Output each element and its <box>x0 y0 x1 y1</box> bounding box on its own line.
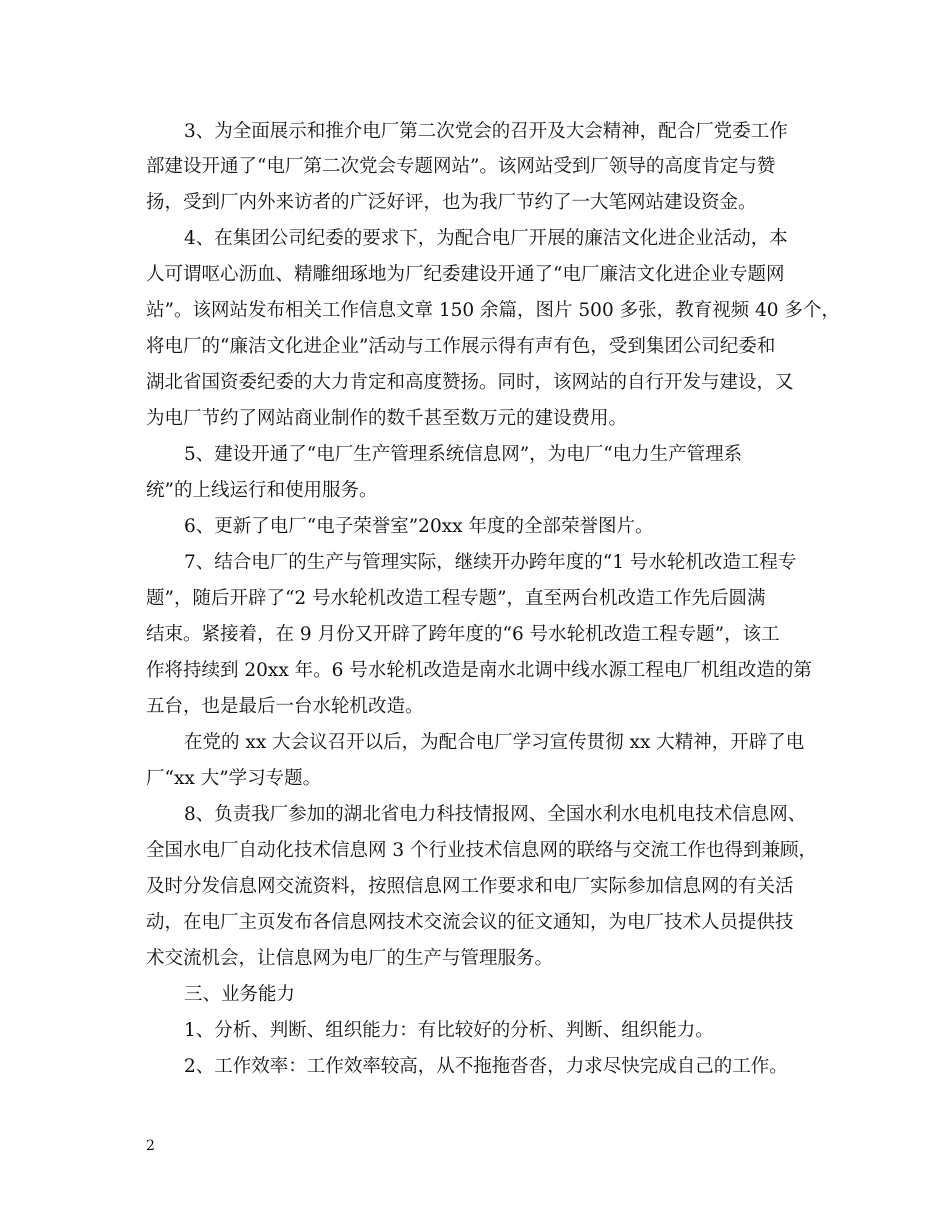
page-number: 2 <box>146 1138 155 1154</box>
text-line: 在党的 xx 大会议召开以后，为配合电厂学习宣传贯彻 xx 大精神，开辟了电 <box>184 732 805 753</box>
text-line: 湖北省国资委纪委的大力肯定和高度赞扬。同时，该网站的自行开发与建设，又 <box>146 372 794 393</box>
text-line: 1、分析、判断、组织能力：有比较好的分析、判断、组织能力。 <box>184 1020 714 1041</box>
text-line: 7、结合电厂的生产与管理实际，继续开办跨年度的“1 号水轮机改造工程专 <box>184 552 797 573</box>
text-line: 4、在集团公司纪委的要求下，为配合电厂开展的廉洁文化进企业活动，本 <box>184 228 788 249</box>
text-line: 3、为全面展示和推介电厂第二次党会的召开及大会精神，配合厂党委工作 <box>184 121 788 142</box>
text-line: 8、负责我厂参加的湖北省电力科技情报网、全国水利水电机电技术信息网、 <box>184 804 807 825</box>
text-line: 及时分发信息网交流资料，按照信息网工作要求和电厂实际参加信息网的有关活 <box>146 876 794 897</box>
text-line: 五台，也是最后一台水轮机改造。 <box>146 696 424 717</box>
text-line: 为电厂节约了网站商业制作的数千甚至数万元的建设费用。 <box>146 408 628 429</box>
text-line: 统”的上线运行和使用服务。 <box>146 480 378 501</box>
text-line: 部建设开通了“电厂第二次党会专题网站”。该网站受到厂领导的高度肯定与赞 <box>146 156 776 177</box>
text-line: 人可谓呕心沥血、精雕细琢地为厂纪委建设开通了“电厂廉洁文化进企业专题网 <box>146 264 785 285</box>
text-line: 站”。该网站发布相关工作信息文章 150 余篇，图片 500 多张，教育视频 40 多个， <box>146 300 840 321</box>
text-line: 6、更新了电厂“电子荣誉室”20xx 年度的全部荣誉图片。 <box>184 516 654 537</box>
text-line: 将电厂的“廉洁文化进企业”活动与工作展示得有声有色，受到集团公司纪委和 <box>146 336 776 357</box>
section-heading: 三、业务能力 <box>184 984 296 1005</box>
text-line: 题”，随后开辟了“2 号水轮机改造工程专题”，直至两台机改造工作先后圆满 <box>146 588 766 609</box>
text-line: 2、工作效率：工作效率较高，从不拖拖沓沓，力求尽快完成自己的工作。 <box>184 1056 788 1077</box>
text-line: 动，在电厂主页发布各信息网技术交流会议的征文通知，为电厂技术人员提供技 <box>146 912 794 933</box>
text-line: 5、建设开通了“电厂生产管理系统信息网”，为电厂“电力生产管理系 <box>184 444 743 465</box>
text-line: 术交流机会，让信息网为电厂的生产与管理服务。 <box>146 948 554 969</box>
text-line: 结束。紧接着，在 9 月份又开辟了跨年度的“6 号水轮机改造工程专题”，该工 <box>146 624 780 645</box>
text-line: 作将持续到 20xx 年。6 号水轮机改造是南水北调中线水源工程电厂机组改造的第 <box>146 660 812 681</box>
text-line: 全国水电厂自动化技术信息网 3 个行业技术信息网的联络与交流工作也得到兼顾， <box>146 840 818 861</box>
text-line: 扬，受到厂内外来访者的广泛好评，也为我厂节约了一大笔网站建设资金。 <box>146 192 757 213</box>
text-line: 厂“xx 大”学习专题。 <box>146 768 322 789</box>
